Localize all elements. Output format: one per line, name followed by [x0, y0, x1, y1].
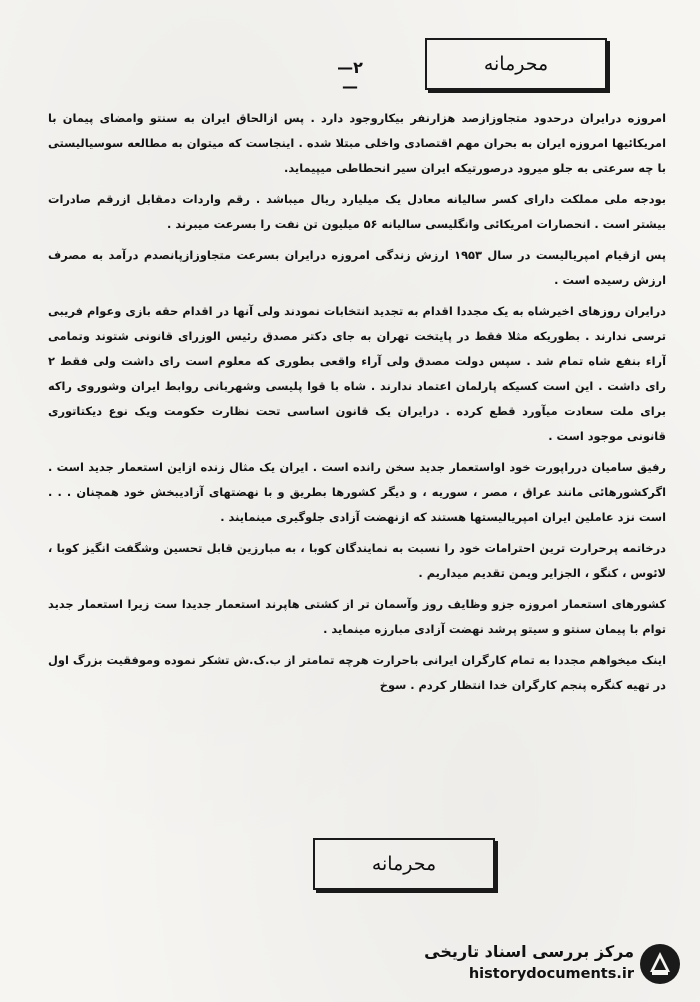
watermark-title: مرکز بررسی اسناد تاریخی [424, 942, 634, 961]
paragraph: اینک میخواهم مجددا به تمام کارگران ایرانی باحرارت هرچه تمامتر از ب.ک.ش تشکر نموده وموفقیت بزرگ اول در تهیه کنگره پنجم کارگران خدا انتظار کردم . سوخ [48, 653, 666, 692]
watermark-url: historydocuments.ir [468, 966, 634, 982]
confidential-stamp-bottom: محرمانه [313, 838, 495, 890]
paragraph: درایران روزهای اخیرشاه به یک مجددا اقدام به تجدید انتخابات نمودند ولی آنها در اقدام حقه بازی وعوام فریبی ترسی ندارند . بطوریکه مثلا فقط در پایتخت تهران به جای دکتر مصدق رئیس الوزرای قانونی شتوند وتمامی آراء بنفع شاه تمام شد . سپس دولت مصدق ولی آراء واقعی بطوری که معلوم است رای داشت ولی فقط ۲ رای داشت . این است کسیکه پارلمان اعتماد ندارند . شاه با قوا پلیسی وشهربانی روابط ایران وشوروی راکه برای ملت سعادت میآورد قطع کرده . درایران یک قانون اساسی تحت نظارت حکومت ویک نوع دیکتاتوری قانونی موجود است . [48, 304, 666, 443]
paragraph: درخاتمه پرحرارت ترین احترامات خود را نسبت به نمایندگان کوبا ، به مبارزین قابل تحسین وشگفت انگیز کوبا ، لائوس ، کنگو ، الجزایر ویمن تقدیم میداریم . [48, 541, 666, 580]
confidential-stamp-top: محرمانه [425, 38, 607, 90]
watermark [418, 940, 638, 992]
archive-logo-icon [638, 942, 682, 986]
paragraph: کشورهای استعمار امروزه جزو وظایف روز وآسمان تر از کشتی هاپرند استعمار جدیدا ست زیرا استعمار جدید توام با پیمان سنتو و سیتو پرشد نهضت آزادی مبارزه مینماید . [48, 597, 666, 636]
paragraph: بودجه ملی مملکت دارای کسر سالیانه معادل یک میلیارد ریال میباشد . رقم واردات دمقابل ازرقم صادرات بیشتر است . انحصارات امریکائی وانگلیسی سالیانه ۵۶ میلیون تن نفت را بسرعت میبرند . [48, 192, 666, 231]
paragraph: امروزه درایران درحدود متجاوزازصد هزارنفر بیکاروجود دارد . پس ازالحاق ایران به سنتو وامضای پیمان با امریکائیها امروزه ایران به بحران مهم اقتصادی واخلی مبتلا شده . اینجاست که میتوان به مطالعه سوسیالیستی با چه سرعتی به جلو میرود درصورتیکه ایران سیر انحطاطی میپیماید. [48, 111, 666, 175]
paragraph: رفیق سامیان درراپورت خود اواستعمار جدید سخن رانده است . ایران یک مثال زنده ازاین استعمار جدید است . اگرکشورهائی مانند عراق ، مصر ، سوریه ، و دیگر کشورها بطریق و با نهضتهای آزادیبخش خود همچنان . . . است نزد عاملین ایران امپریالیستها هستند که ازنهضت آزادی جلوگیری مینمایند . [48, 460, 666, 524]
document-body [48, 106, 666, 796]
paragraph: پس ازقیام امپریالیست در سال ۱۹۵۳ ارزش زندگی امروزه درایران بسرعت متجاوزازپانصدم درآمد به مصرف ارزش رسیده است . [48, 248, 666, 287]
page-number: —٢— [337, 58, 363, 96]
